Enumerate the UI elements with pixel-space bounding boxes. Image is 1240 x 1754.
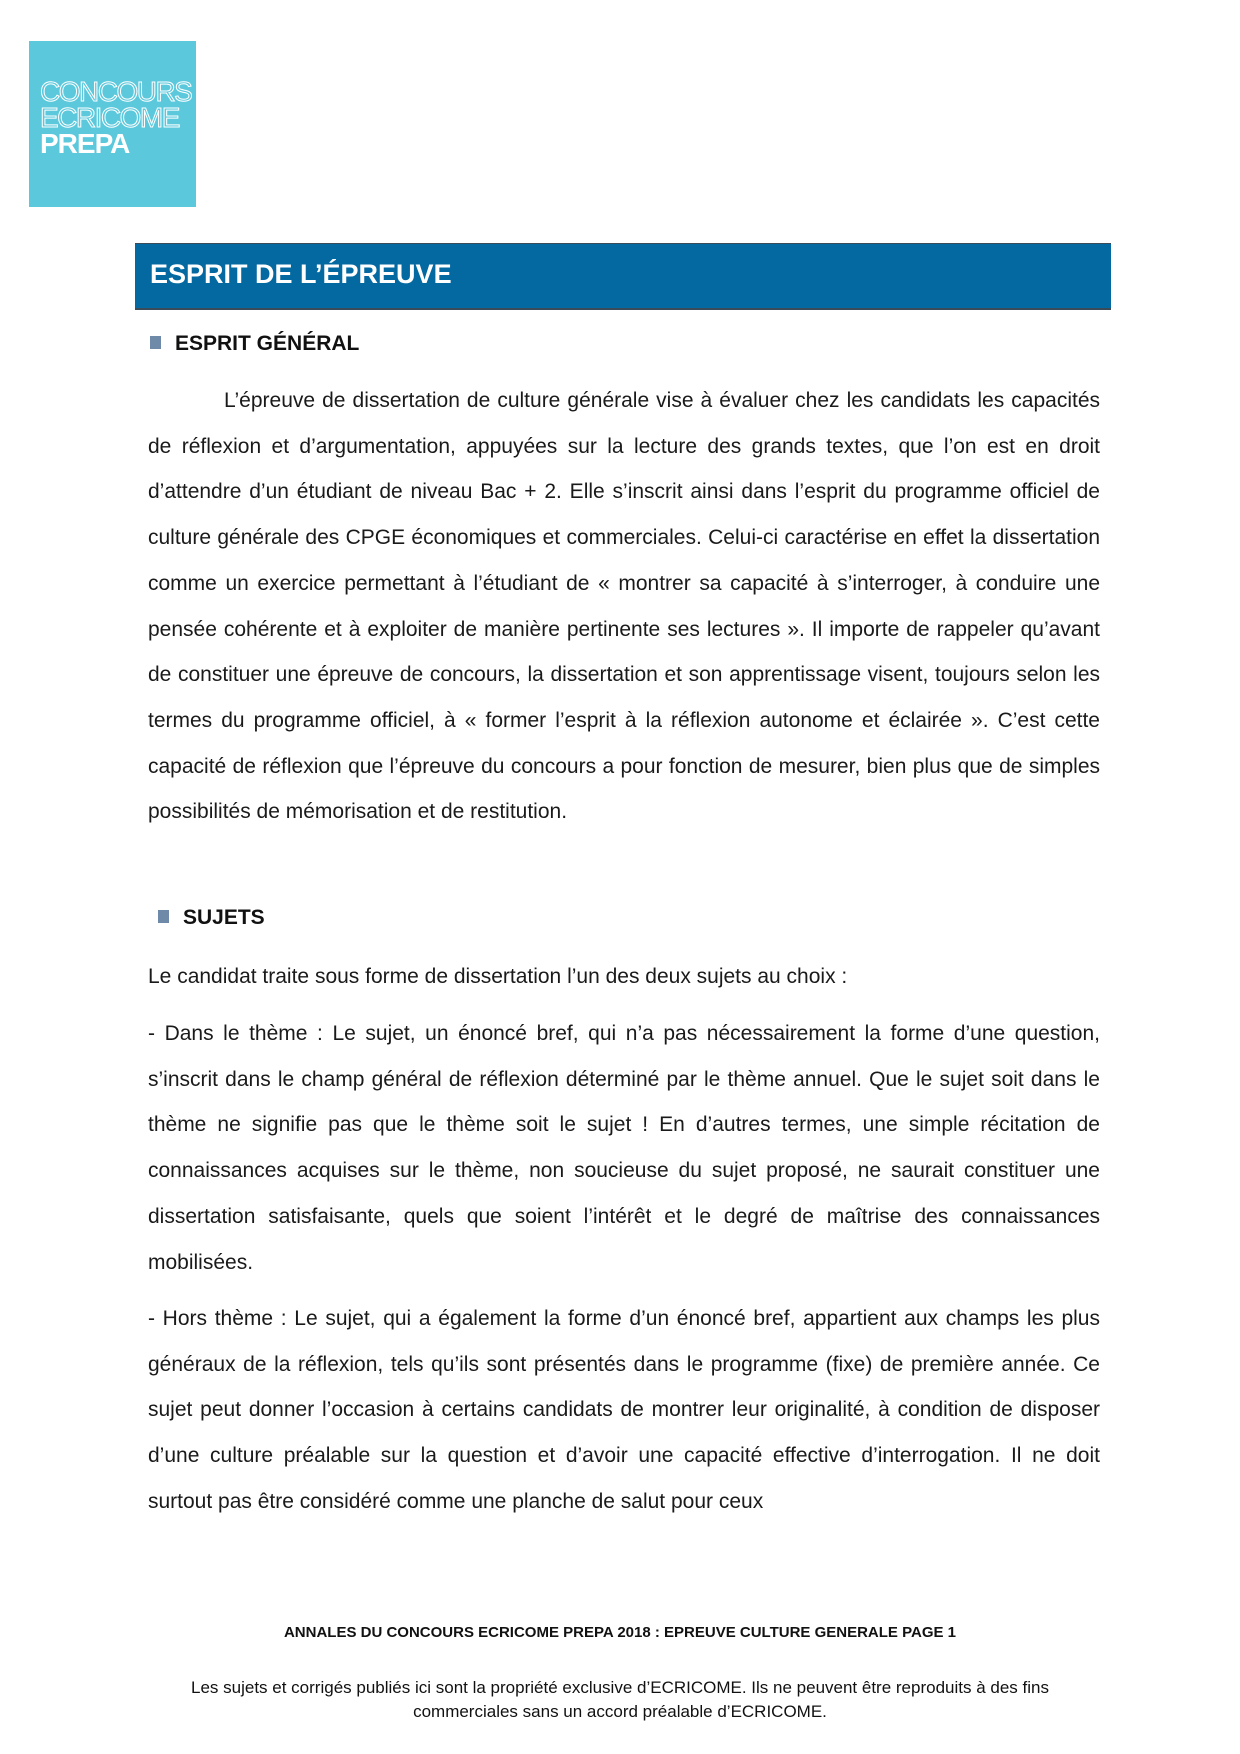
heading-sujets-text: SUJETS	[183, 906, 265, 929]
footer-title: ANNALES DU CONCOURS ECRICOME PREPA 2018 : EPREUVE CULTURE GENERALE PAGE 1	[283, 1624, 957, 1641]
heading-sujets	[158, 906, 265, 930]
paragraph-dans-le-theme: - Dans le thème : Le sujet, un énoncé bref, qui n’a pas nécessairement la forme d’une question, s’inscrit dans le champ général de réflexion déterminé par le thème annuel. Que le sujet soit dans le thème ne signifie pas que le thème soit le sujet ! En d’autres termes, une simple récitation de connaissances acquises sur le thème, non soucieuse du sujet proposé, ne saurait constituer une dissertation satisfaisante, quels que soient l’intérêt et le degré de maîtrise des connaissances mobilisées.	[148, 1022, 1100, 1274]
heading-esprit-general	[150, 332, 359, 356]
footer-copyright-note: Les sujets et corrigés publiés ici sont la propriété exclusive d’ECRICOME. Ils ne peuvent être reproduits à des fins commerciales sans un accord préalable d’ECRICOME.	[191, 1678, 1049, 1721]
section-banner	[135, 243, 1111, 310]
heading-esprit-general-text: ESPRIT GÉNÉRAL	[175, 332, 360, 355]
square-bullet-icon	[150, 336, 161, 349]
logo-text-concours: CONCOURS	[40, 76, 192, 107]
logo-text-prepa: PREPA	[40, 128, 130, 159]
paragraph-sujets-intro: Le candidat traite sous forme de dissertation l’un des deux sujets au choix :	[148, 965, 848, 988]
logo-text-ecricome: ECRICOME	[40, 102, 179, 133]
paragraph-esprit-general: L’épreuve de dissertation de culture générale vise à évaluer chez les candidats les capacités de réflexion et d’argumentation, appuyées sur la lecture des grands textes, que l’on est en droit d’attendre d’un étudiant de niveau Bac + 2. Elle s’inscrit ainsi dans l’esprit du programme officiel de culture générale des CPGE économiques et commerciales. Celui-ci caractérise en effet la dissertation comme un exercice permettant à l’étudiant de « montrer sa capacité à s’interroger, à conduire une pensée cohérente et à exploiter de manière pertinente ses lectures ». Il importe de rappeler qu’avant de constituer une épreuve de concours, la dissertation et son apprentissage visent, toujours selon les termes du programme officiel, à « former l’esprit à la réflexion autonome et éclairée ». C’est cette capacité de réflexion que l’épreuve du concours a pour fonction de mesurer, bien plus que de simples possibilités de mémorisation et de restitution.	[148, 389, 1100, 824]
ecricome-logo	[29, 41, 196, 207]
square-bullet-icon	[158, 910, 169, 923]
banner-title: ESPRIT DE L’ÉPREUVE	[150, 259, 452, 289]
paragraph-hors-theme: - Hors thème : Le sujet, qui a également la forme d’un énoncé bref, appartient aux champs les plus généraux de la réflexion, tels qu’ils sont présentés dans le programme (fixe) de première année. Ce sujet peut donner l’occasion à certains candidats de montrer leur originalité, à condition de disposer d’une culture préalable sur la question et d’avoir une capacité effective d’interrogation. Il ne doit surtout pas être considéré comme une planche de salut pour ceux	[148, 1307, 1100, 1513]
